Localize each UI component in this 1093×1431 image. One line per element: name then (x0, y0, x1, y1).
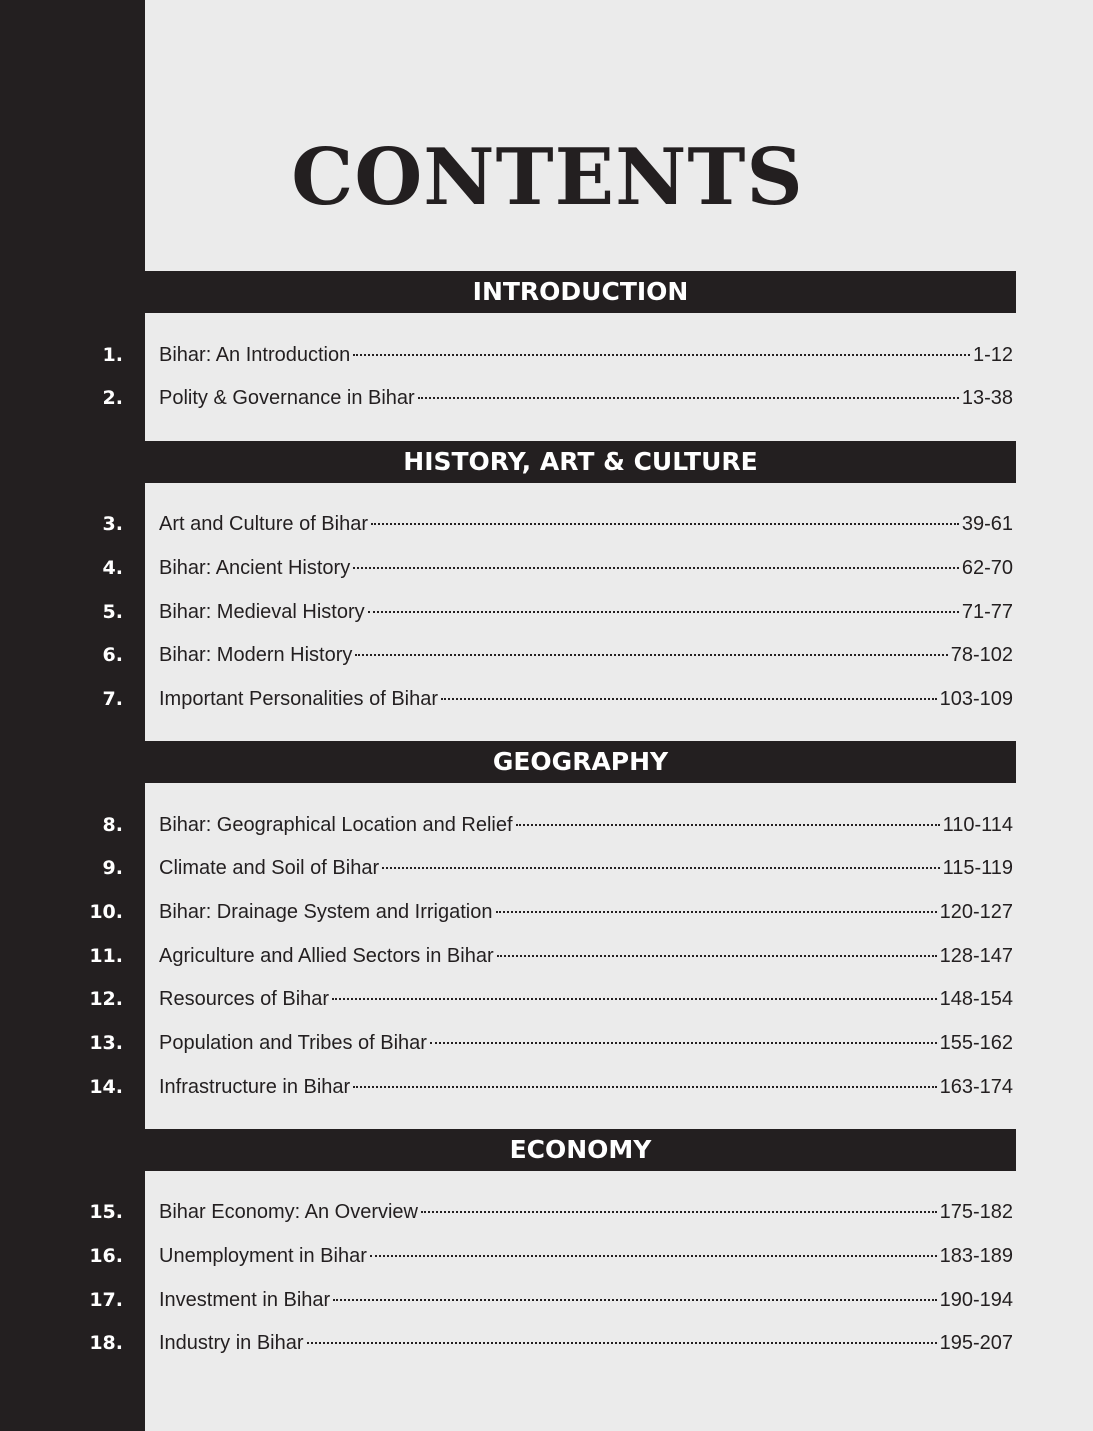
toc-entry-pages: 62-70 (961, 557, 1013, 579)
toc-entry (0, 897, 1013, 927)
dot-leader (371, 523, 959, 525)
dot-leader (382, 867, 939, 869)
toc-entry-pages: 103-109 (939, 688, 1013, 710)
toc-entry-title: Bihar Economy: An Overview (159, 1201, 418, 1223)
toc-entry-pages: 190-194 (939, 1289, 1013, 1311)
toc-entry-title: Resources of Bihar (159, 988, 330, 1010)
toc-entry (0, 1328, 1013, 1358)
toc-entry-pages: 13-38 (961, 387, 1013, 409)
section-heading-economy: ECONOMY (145, 1129, 1016, 1171)
toc-entry-pages: 110-114 (942, 814, 1013, 836)
toc-entry-number: 12. (89, 988, 123, 1010)
toc-entry-title: Bihar: Medieval History (159, 601, 365, 623)
toc-entry (0, 853, 1013, 883)
toc-entry-number: 3. (102, 513, 123, 535)
toc-entry-pages: 155-162 (939, 1032, 1013, 1054)
toc-entry-pages: 115-119 (942, 857, 1013, 879)
toc-entry-title: Unemployment in Bihar (159, 1245, 367, 1267)
toc-entry-number: 10. (89, 901, 123, 923)
toc-entry-title: Bihar: An Introduction (159, 344, 351, 366)
toc-entry-pages: 120-127 (939, 901, 1013, 923)
toc-entry-pages: 39-61 (961, 513, 1013, 535)
dot-leader (496, 911, 937, 913)
toc-entry (0, 597, 1013, 627)
dot-leader (355, 654, 947, 656)
dot-leader (307, 1342, 937, 1344)
toc-entry-title: Bihar: Drainage System and Irrigation (159, 901, 493, 923)
toc-entry-number: 1. (102, 344, 123, 366)
toc-entry (0, 553, 1013, 583)
dot-leader (421, 1211, 937, 1213)
toc-entry (0, 1285, 1013, 1315)
toc-entry-title: Infrastructure in Bihar (159, 1076, 351, 1098)
toc-entry-pages: 148-154 (939, 988, 1013, 1010)
toc-entry-number: 18. (89, 1332, 123, 1354)
toc-entry-pages: 1-12 (972, 344, 1013, 366)
toc-entry (0, 640, 1013, 670)
toc-entry (0, 1197, 1013, 1227)
page-title: CONTENTS (291, 132, 804, 223)
toc-entry-number: 9. (102, 857, 123, 879)
toc-entry-number: 13. (89, 1032, 123, 1054)
toc-entry (0, 810, 1013, 840)
toc-entry-number: 14. (89, 1076, 123, 1098)
toc-entry-title: Bihar: Ancient History (159, 557, 351, 579)
dot-leader (418, 397, 959, 399)
toc-entry (0, 684, 1013, 714)
toc-entry-title: Bihar: Modern History (159, 644, 353, 666)
toc-entry-number: 11. (89, 945, 123, 967)
toc-entry-title: Art and Culture of Bihar (159, 513, 368, 535)
dot-leader (516, 824, 940, 826)
toc-entry-title: Climate and Soil of Bihar (159, 857, 380, 879)
toc-entry-number: 6. (102, 644, 123, 666)
toc-entry-title: Agriculture and Allied Sectors in Bihar (159, 945, 494, 967)
toc-entry-title: Polity & Governance in Bihar (159, 387, 415, 409)
toc-entry-title: Investment in Bihar (159, 1289, 331, 1311)
toc-entry-pages: 163-174 (939, 1076, 1013, 1098)
toc-entry (0, 340, 1013, 370)
toc-entry-number: 4. (102, 557, 123, 579)
dot-leader (333, 1299, 936, 1301)
toc-entry-number: 16. (89, 1245, 123, 1267)
toc-entry-number: 5. (102, 601, 123, 623)
section-heading-geography: GEOGRAPHY (145, 741, 1016, 783)
toc-entry (0, 1241, 1013, 1271)
toc-entry-pages: 183-189 (939, 1245, 1013, 1267)
toc-entry (0, 984, 1013, 1014)
dot-leader (497, 955, 937, 957)
toc-entry-title: Industry in Bihar (159, 1332, 304, 1354)
toc-entry-number: 7. (102, 688, 123, 710)
toc-entry-number: 8. (102, 814, 123, 836)
toc-entry-pages: 71-77 (961, 601, 1013, 623)
dot-leader (370, 1255, 937, 1257)
dot-leader (368, 611, 959, 613)
toc-entry-title: Bihar: Geographical Location and Relief (159, 814, 513, 836)
dot-leader (353, 354, 970, 356)
toc-entry-pages: 78-102 (950, 644, 1013, 666)
dot-leader (353, 567, 959, 569)
toc-entry (0, 1028, 1013, 1058)
toc-entry (0, 383, 1013, 413)
toc-entry (0, 941, 1013, 971)
section-heading-introduction: INTRODUCTION (145, 271, 1016, 313)
toc-entry-title: Important Personalities of Bihar (159, 688, 439, 710)
toc-entry-number: 2. (102, 387, 123, 409)
toc-entry-title: Population and Tribes of Bihar (159, 1032, 427, 1054)
toc-entry (0, 1072, 1013, 1102)
dot-leader (441, 698, 937, 700)
toc-entry-pages: 195-207 (939, 1332, 1013, 1354)
toc-entry-number: 15. (89, 1201, 123, 1223)
toc-entry-pages: 175-182 (939, 1201, 1013, 1223)
toc-entry (0, 509, 1013, 539)
dot-leader (332, 998, 937, 1000)
section-heading-history-art-culture: HISTORY, ART & CULTURE (145, 441, 1016, 483)
dot-leader (353, 1086, 936, 1088)
toc-entry-pages: 128-147 (939, 945, 1013, 967)
dot-leader (430, 1042, 937, 1044)
toc-entry-number: 17. (89, 1289, 123, 1311)
